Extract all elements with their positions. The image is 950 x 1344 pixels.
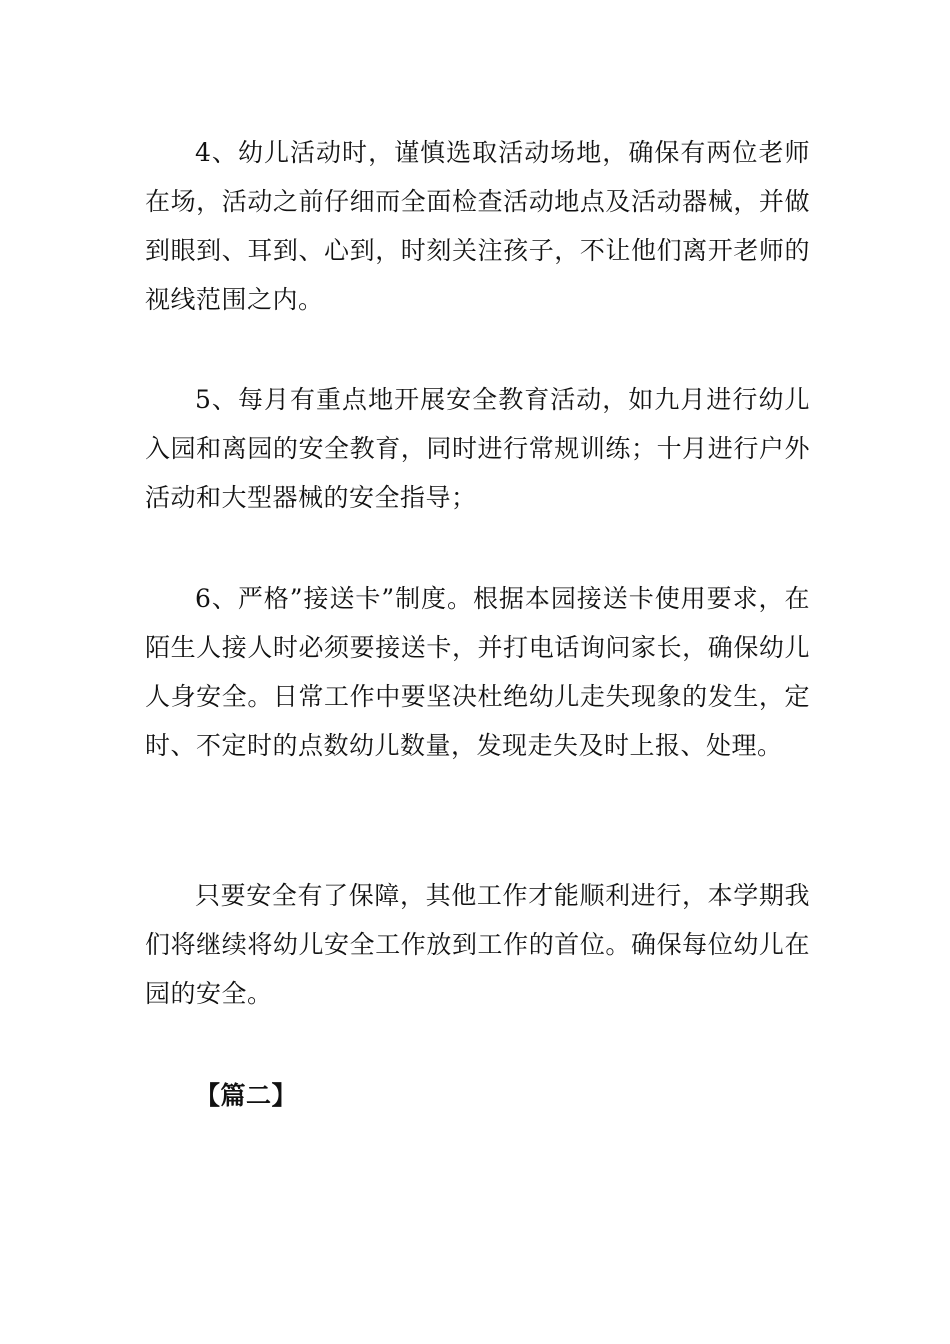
paragraph-item-4: 4、幼儿活动时，谨慎选取活动场地，确保有两位老师在场，活动之前仔细而全面检查活动地点及活动器械，并做到眼到、耳到、心到，时刻关注孩子，不让他们离开老师的视线范围之内。 xyxy=(145,138,810,314)
paragraph-item-5: 5、每月有重点地开展安全教育活动，如九月进行幼儿入园和离园的安全教育，同时进行常规训练；十月进行户外活动和大型器械的安全指导； xyxy=(145,385,810,512)
section-heading: 【篇二】 xyxy=(195,1081,298,1110)
paragraph-conclusion: 只要安全有了保障，其他工作才能顺利进行，本学期我们将继续将幼儿安全工作放到工作的首位。确保每位幼儿在园的安全。 xyxy=(145,881,810,1008)
paragraph-item-6: 6、严格”接送卡”制度。根据本园接送卡使用要求，在陌生人接人时必须要接送卡，并打电话询问家长，确保幼儿人身安全。日常工作中要坚决杜绝幼儿走失现象的发生，定时、不定时的点数幼儿数量，发现走失及时上报、处理。 xyxy=(145,584,810,760)
